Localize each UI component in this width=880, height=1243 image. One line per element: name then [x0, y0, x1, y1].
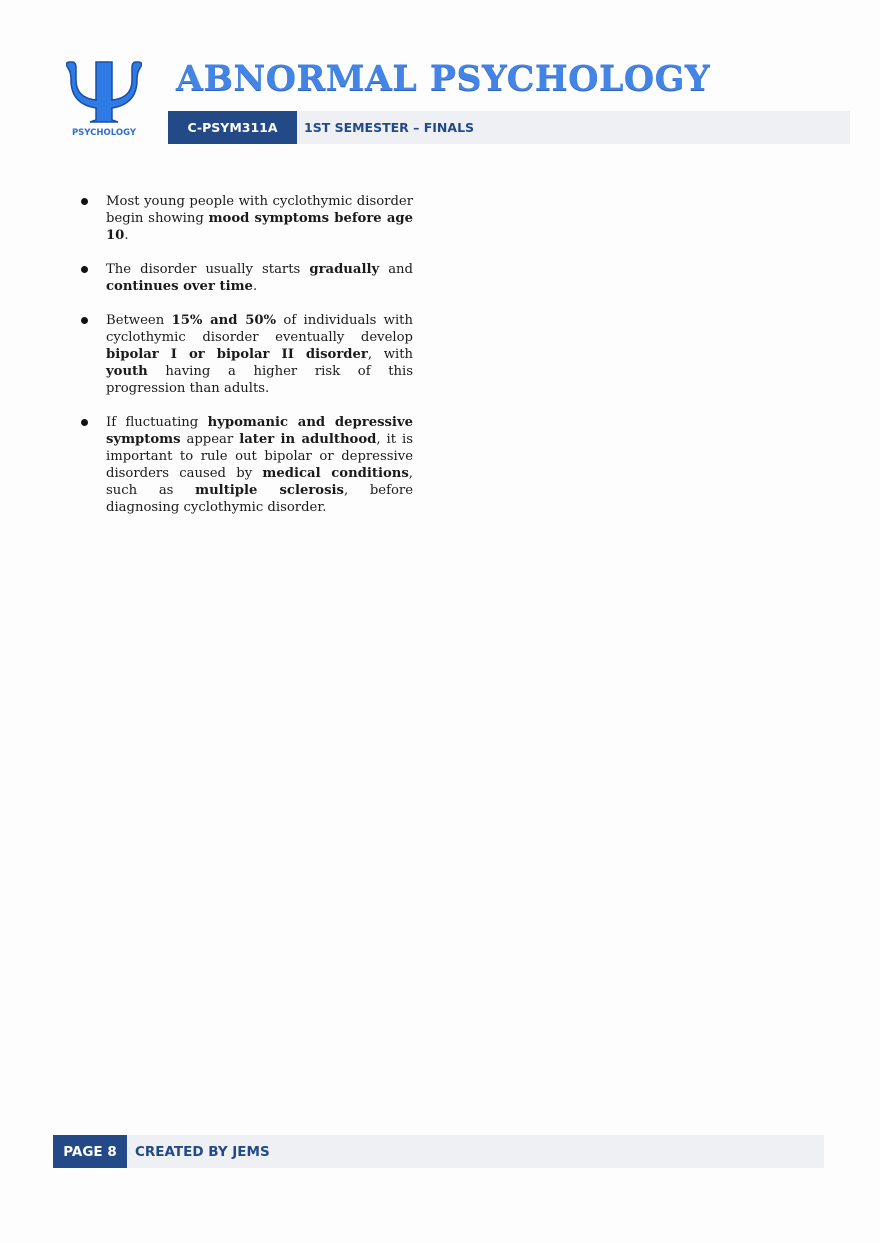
bold-phrase: medical conditions	[262, 466, 409, 481]
bullet-dot-icon	[81, 317, 88, 324]
footer-bar	[53, 1135, 824, 1168]
text-run: .	[124, 228, 129, 243]
text-run: , with	[367, 347, 413, 362]
bullet-dot-icon	[81, 266, 88, 273]
logo-label: PSYCHOLOGY	[71, 128, 137, 138]
bold-phrase: gradually	[309, 262, 380, 277]
bold-phrase: 15% and 50%	[171, 313, 277, 328]
bullet-dot-icon	[81, 419, 88, 426]
text-run: having a higher risk of this progression than adults.	[106, 364, 413, 396]
text-run: .	[252, 279, 258, 294]
course-code-badge: C-PSYM311A	[168, 111, 297, 144]
text-run: , such as	[106, 466, 413, 498]
bullet-text	[106, 312, 413, 397]
text-run: and	[379, 262, 413, 277]
bold-phrase: youth	[106, 364, 148, 379]
bold-phrase: hypomanic and depressive symptoms	[106, 415, 413, 447]
bold-phrase: multiple sclerosis	[195, 483, 344, 498]
text-run: Most young people with cyclothymic disorder begin showing	[106, 194, 413, 226]
text-run: The disorder usually starts	[106, 262, 310, 277]
text-run: , it is important to rule out bipolar or depressive disorders caused by	[106, 432, 413, 481]
text-run: of individuals with cyclothymic disorder eventually develop	[106, 313, 413, 345]
text-run: If fluctuating	[106, 415, 208, 430]
text-run: appear	[180, 432, 240, 447]
bold-phrase: later in adulthood	[239, 432, 377, 447]
list-item	[78, 261, 413, 295]
bold-phrase: mood symptoms before age 10	[106, 211, 413, 243]
list-item	[78, 312, 413, 397]
semester-label: 1ST SEMESTER – FINALS	[304, 120, 475, 135]
bold-phrase: continues over time	[106, 279, 253, 294]
bullet-dot-icon	[81, 198, 88, 205]
bullet-text	[106, 261, 413, 295]
bullet-text	[106, 193, 413, 244]
list-item	[78, 414, 413, 516]
text-run: Between	[106, 313, 172, 328]
bold-phrase: bipolar I or bipolar II disorder	[106, 347, 368, 362]
page-title: ABNORMAL PSYCHOLOGY	[176, 58, 711, 99]
psi-icon	[66, 58, 142, 124]
bullet-list	[78, 193, 413, 533]
author-credit: CREATED BY JEMS	[135, 1143, 270, 1160]
page-number: PAGE 8	[53, 1135, 127, 1168]
bullet-text	[106, 414, 413, 516]
psychology-logo	[58, 58, 150, 146]
list-item	[78, 193, 413, 244]
text-run: , before diagnosing cyclothymic disorder.	[106, 483, 414, 515]
course-info-bar	[168, 111, 850, 144]
